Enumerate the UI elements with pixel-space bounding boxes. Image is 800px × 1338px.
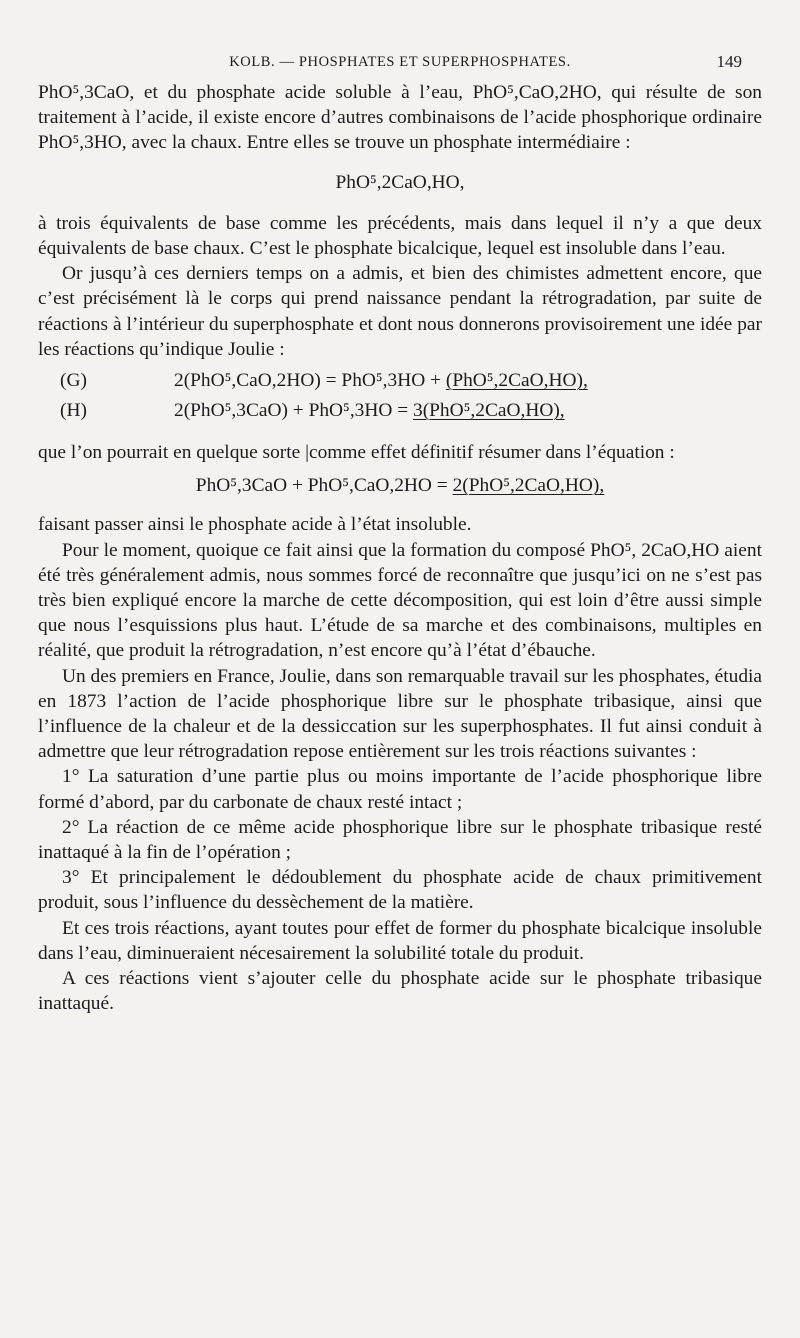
page-number: 149 xyxy=(716,52,742,71)
list-item: 3° Et principalement le dédoublement du phosphate acide de chaux primitivement produit, sous l’influence du dessèchement de la matière. xyxy=(38,867,762,914)
paragraph: A ces réactions vient s’ajouter celle du phosphate acide sur le phosphate tribasique inattaqué. xyxy=(38,968,762,1015)
paragraph: faisant passer ainsi le phosphate acide à l’état insoluble. xyxy=(38,514,472,536)
reaction-equations xyxy=(38,366,762,426)
equation-product: 3(PhO⁵,2CaO,HO), xyxy=(413,400,565,422)
equation-h xyxy=(38,396,762,426)
equation-lhs: 2(PhO⁵,3CaO) + PhO⁵,3HO = xyxy=(174,400,413,422)
paragraph: que l’on pourrait en quelque sorte |comme effet définitif résumer dans l’équation : xyxy=(38,442,675,464)
equation-g xyxy=(38,366,762,396)
list-item: 1° La saturation d’une partie plus ou moins importante de l’acide phosphorique libre formé d’abord, par du carbonate de chaux resté intact ; xyxy=(38,766,762,813)
equation-label: (G) xyxy=(60,370,87,392)
paragraph: à trois équivalents de base comme les précédents, mais dans lequel il n’y a que deux équivalents de base chaux. C’est le phosphate bicalcique, lequel est insoluble dans l’eau. xyxy=(38,212,762,260)
running-title: KOLB. — PHOSPHATES ET SUPERPHOSPHATES. xyxy=(229,54,571,70)
equation-lhs: PhO⁵,3CaO + PhO⁵,CaO,2HO = xyxy=(195,475,453,497)
list-item: 2° La réaction de ce même acide phosphorique libre sur le phosphate tribasique resté inattaqué à la fin de l’opération ; xyxy=(38,816,762,864)
equation-label: (H) xyxy=(60,400,87,422)
paragraph: PhO⁵,3CaO, et du phosphate acide soluble à l’eau, PhO⁵,CaO,2HO, qui résulte de son traitement à l’acide, il existe encore d’autres combinaisons de l’acide phosphorique ordinaire PhO⁵,3HO, avec la chaux. Entre elles se trouve un phosphate intermédiaire : xyxy=(38,82,762,154)
equation-lhs: 2(PhO⁵,CaO,2HO) = PhO⁵,3HO + xyxy=(174,370,446,392)
paragraph: Or jusqu’à ces derniers temps on a admis, et bien des chimistes admettent encore, que c’est précisément là le corps qui prend naissance pendant la rétrogradation, par suite de réactions à l’intérieur du superphosphate et dont nous donnerons provisoirement une idée par les réactions qu’indique Joulie : xyxy=(38,263,762,360)
paragraph: Un des premiers en France, Joulie, dans son remarquable travail sur les phosphates, étudia en 1873 l’action de l’acide phosphorique libre sur le phosphate tribasique, ainsi que l’influence de la chaleur et de la dessiccation sur les superphosphates. Il fut ainsi conduit à admettre que leur rétrogradation repose entièrement sur les trois réactions suivantes : xyxy=(38,665,763,763)
paragraph: Pour le moment, quoique ce fait ainsi que la formation du composé PhO⁵, 2CaO,HO aient été très généralement admis, nous sommes forcé de reconnaître que jusqu’ici on ne s’est pas très bien expliqué encore la marche de cette décomposition, qui est loin d’être aussi simple que nous l’esquissions plus haut. L’étude de sa marche et des combinaisons, multiples en réalité, que produit la rétrogradation, n’est encore qu’à l’état d’ébauche. xyxy=(38,539,762,662)
equation-product: (PhO⁵,2CaO,HO), xyxy=(445,370,588,392)
equation-product: 2(PhO⁵,2CaO,HO), xyxy=(452,475,605,497)
formula-bicalcic-phosphate: PhO⁵,2CaO,HO, xyxy=(335,171,465,193)
page-header xyxy=(38,48,762,80)
page-body xyxy=(38,80,762,1017)
equation-expression xyxy=(174,398,565,423)
equation-expression xyxy=(174,368,588,393)
paragraph: Et ces trois réactions, ayant toutes pour effet de former du phosphate bicalcique insoluble dans l’eau, diminueraient nécesairement la solubilité totale du produit. xyxy=(38,917,762,964)
summary-equation xyxy=(38,473,762,498)
